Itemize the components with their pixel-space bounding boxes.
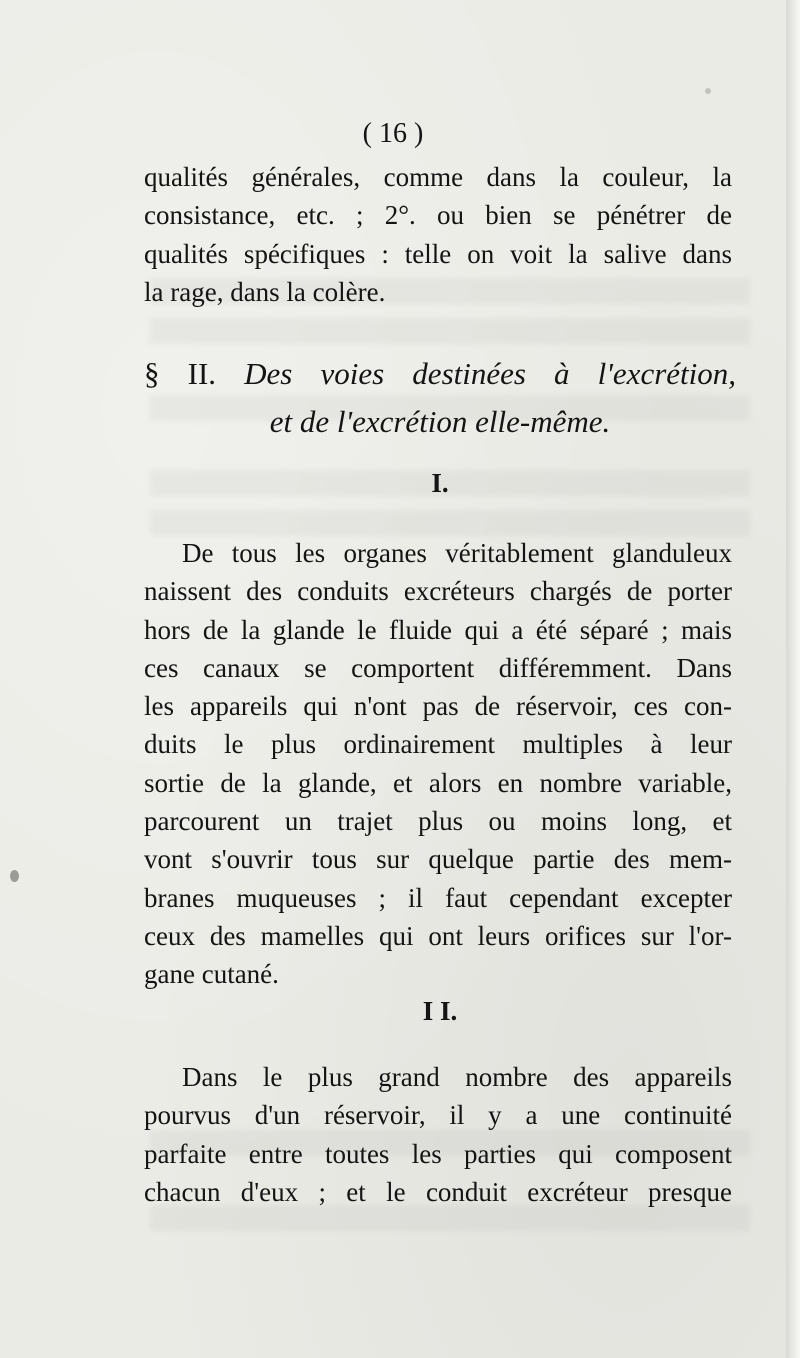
text-line: pourvus d'un réservoir, il y a une continuité bbox=[144, 1100, 732, 1131]
paragraph-1 bbox=[144, 534, 732, 994]
text-line: la rage, dans la colère. bbox=[144, 276, 386, 307]
show-through bbox=[150, 510, 750, 536]
text-line: consistance, etc. ; 2°. ou bien se pénétrer de bbox=[144, 200, 732, 231]
text-line: branes muqueuses ; il faut cependant excepter bbox=[144, 882, 732, 913]
section-heading-line2: et de l'excrétion elle-même. bbox=[269, 404, 611, 439]
text-line: parcourent un trajet plus ou moins long, et bbox=[144, 806, 732, 837]
section-marker: § II. bbox=[144, 356, 217, 391]
paragraph-2 bbox=[144, 1058, 732, 1211]
text-line: les appareils qui n'ont pas de réservoir, ces con- bbox=[144, 691, 732, 722]
page-number: ( 16 ) bbox=[362, 118, 424, 149]
text-line: sortie de la glande, et alors en nombre variable, bbox=[144, 767, 732, 798]
top-paragraph bbox=[144, 158, 732, 311]
text-line: naissent des conduits excréteurs chargés de porter bbox=[144, 576, 732, 607]
page-edge bbox=[786, 0, 800, 1358]
show-through bbox=[150, 318, 750, 344]
text-line: ceux des mamelles qui ont leurs orifices sur l'or- bbox=[144, 920, 732, 951]
text-line: duits le plus ordinairement multiples à leur bbox=[144, 729, 732, 760]
text-line: vont s'ouvrir tous sur quelque partie des mem- bbox=[144, 844, 732, 875]
section-heading-line1 bbox=[144, 350, 736, 398]
text-line: qualités générales, comme dans la couleur, la bbox=[144, 162, 732, 192]
text-line: Dans le plus grand nombre des appareils bbox=[182, 1062, 732, 1092]
text-line: parfaite entre toutes les parties qui composent bbox=[144, 1138, 732, 1169]
ink-speck bbox=[10, 870, 19, 882]
text-line: ces canaux se comportent différemment. Dans bbox=[144, 652, 732, 683]
text-line: chacun d'eux ; et le conduit excréteur presque bbox=[144, 1176, 732, 1207]
section-heading-title: Des voies destinées à l'excrétion, bbox=[244, 356, 737, 391]
text-line: De tous les organes véritablement glanduleux bbox=[182, 538, 732, 568]
section-heading bbox=[144, 350, 736, 446]
ink-speck bbox=[705, 88, 711, 94]
text-line: qualités spécifiques : telle on voit la salive dans bbox=[144, 238, 732, 269]
section-numeral: I. bbox=[431, 468, 449, 498]
text-line: hors de la glande le fluide qui a été séparé ; mais bbox=[144, 614, 732, 645]
section-numeral: I I. bbox=[422, 996, 458, 1026]
text-line: gane cutané. bbox=[144, 959, 279, 990]
